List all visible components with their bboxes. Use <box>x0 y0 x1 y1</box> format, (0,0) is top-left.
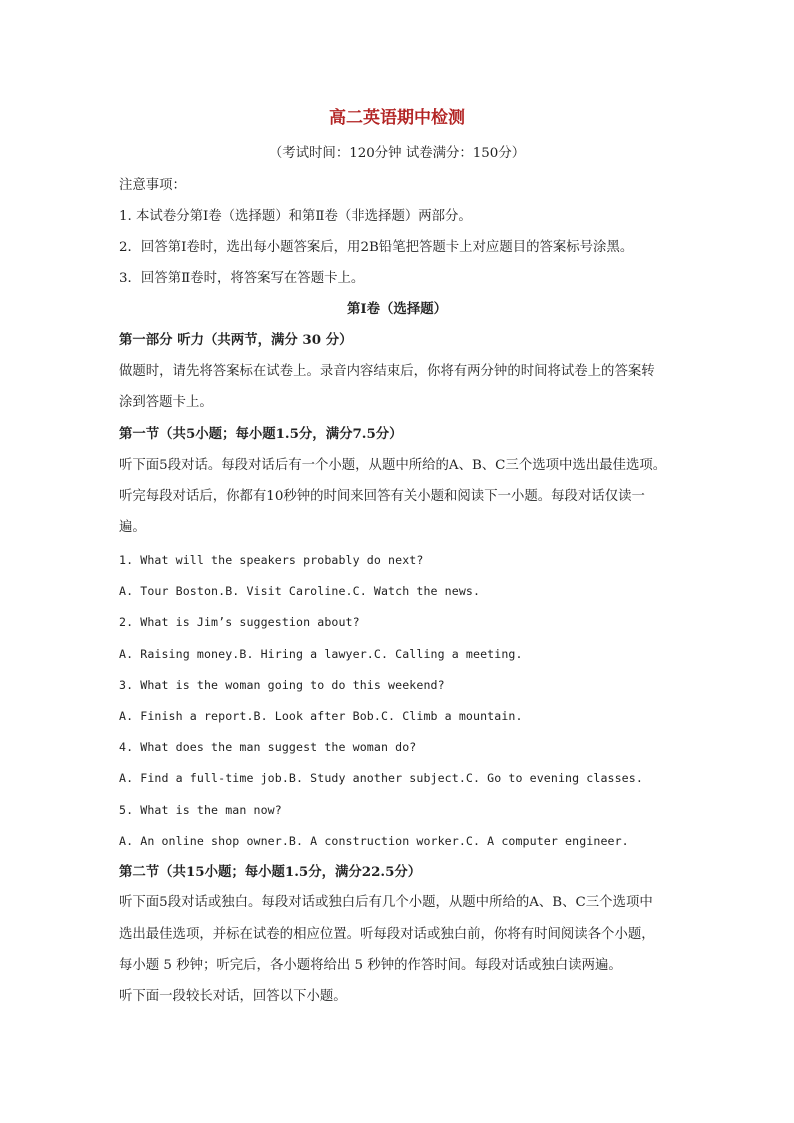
question-options: A. An online shop owner.B. A construction worker.C. A computer engineer. <box>119 834 629 848</box>
part1-heading: 第一部分 听力（共两节，满分 30 分） <box>119 332 353 348</box>
question-text: 2. What is Jim’s suggestion about? <box>119 615 360 629</box>
section2-heading: 第二节（共15小题；每小题1.5分，满分22.5分） <box>119 864 422 880</box>
notice-item: 3．回答第Ⅱ卷时，将答案写在答题卡上。 <box>119 271 365 286</box>
part1-instruction-line: 做题时，请先将答案标在试卷上。录音内容结束后，你将有两分钟的时间将试卷上的答案转 <box>119 364 655 379</box>
notice-heading: 注意事项： <box>119 178 186 193</box>
section1-heading: 第一节（共5小题；每小题1.5分，满分7.5分） <box>119 426 403 442</box>
section2-instruction-line: 听下面一段较长对话，回答以下小题。 <box>119 989 347 1004</box>
section1-instruction-line: 听完每段对话后，你都有10秒钟的时间来回答有关小题和阅读下一小题。每段对话仅读一 <box>119 489 645 504</box>
question-options: A. Raising money.B. Hiring a lawyer.C. Calling a meeting. <box>119 647 523 661</box>
notice-item: 2．回答第Ⅰ卷时，选出每小题答案后，用2B铅笔把答题卡上对应题目的答案标号涂黑。 <box>119 240 634 255</box>
question-options: A. Tour Boston.B. Visit Caroline.C. Watch the news. <box>119 584 481 598</box>
section2-instruction-line: 听下面5段对话或独白。每段对话或独白后有几个小题，从题中所给的A、B、C三个选项中 <box>119 895 653 910</box>
exam-title: 高二英语期中检测 <box>329 108 465 128</box>
section1-instruction-line: 遍。 <box>119 520 146 535</box>
question-text: 1. What will the speakers probably do next? <box>119 553 424 567</box>
notice-item: 1. 本试卷分第Ⅰ卷（选择题）和第Ⅱ卷（非选择题）两部分。 <box>119 209 472 224</box>
question-options: A. Finish a report.B. Look after Bob.C. Climb a mountain. <box>119 709 523 723</box>
question-text: 4. What does the man suggest the woman do? <box>119 740 417 754</box>
section1-instruction-line: 听下面5段对话。每段对话后有一个小题，从题中所给的A、B、C三个选项中选出最佳选项。 <box>119 458 667 473</box>
question-text: 5. What is the man now? <box>119 803 282 817</box>
question-options: A. Find a full-time job.B. Study another subject.C. Go to evening classes. <box>119 771 643 785</box>
exam-info: （考试时间：120分钟 试卷满分：150分） <box>268 146 526 161</box>
section2-instruction-line: 选出最佳选项，并标在试卷的相应位置。听每段对话或独白前，你将有时间阅读各个小题， <box>119 927 655 942</box>
question-text: 3. What is the woman going to do this weekend? <box>119 678 445 692</box>
section2-instruction-line: 每小题 5 秒钟；听完后，各小题将给出 5 秒钟的作答时间。每段对话或独白读两遍。 <box>119 958 622 973</box>
volume-title: 第Ⅰ卷（选择题） <box>347 301 447 317</box>
part1-instruction-line: 涂到答题卡上。 <box>119 395 213 410</box>
